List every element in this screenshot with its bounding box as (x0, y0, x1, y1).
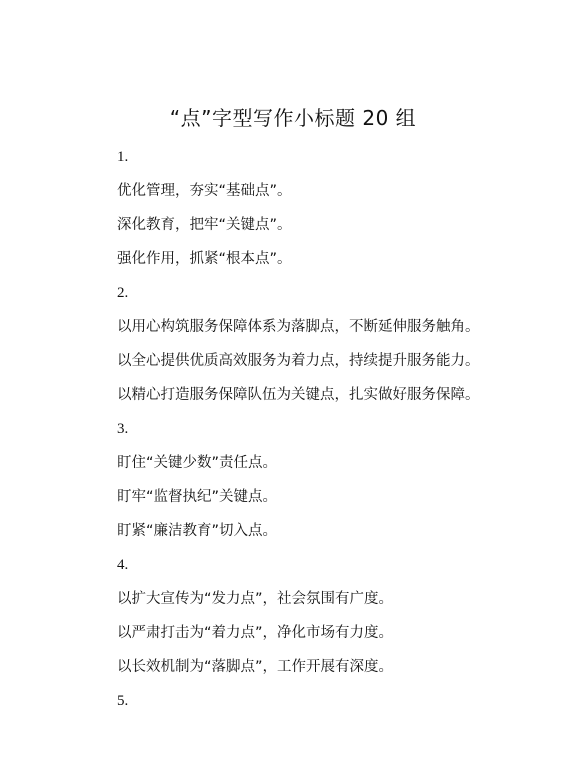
section-line: 以严肃打击为“着力点”，净化市场有力度。 (117, 625, 394, 641)
section-number: 4. (117, 557, 129, 573)
section-number: 5. (117, 693, 129, 709)
section-line: 深化教育，把牢“关键点”。 (117, 217, 292, 233)
document-title: “点”字型写作小标题 20 组 (169, 106, 417, 130)
section-line: 优化管理，夯实“基础点”。 (117, 183, 292, 199)
section-line: 盯牢“监督执纪”关键点。 (117, 489, 278, 505)
section-line: 盯紧“廉洁教育”切入点。 (117, 523, 278, 539)
section-line: 以全心提供优质高效服务为着力点，持续提升服务能力。 (117, 353, 480, 369)
section-line: 以长效机制为“落脚点”，工作开展有深度。 (117, 659, 394, 675)
section-number: 1. (117, 149, 129, 165)
document-body (117, 140, 577, 718)
section-line: 盯住“关键少数”责任点。 (117, 455, 278, 471)
section-number: 2. (117, 285, 129, 301)
section-line: 以精心打造服务保障队伍为关键点，扎实做好服务保障。 (117, 387, 480, 403)
section-line: 以用心构筑服务保障体系为落脚点，不断延伸服务触角。 (117, 319, 480, 335)
section-line: 强化作用，抓紧“根本点”。 (117, 251, 292, 267)
section-number: 3. (117, 421, 129, 437)
section-line: 以扩大宣传为“发力点”，社会氛围有广度。 (117, 591, 394, 607)
